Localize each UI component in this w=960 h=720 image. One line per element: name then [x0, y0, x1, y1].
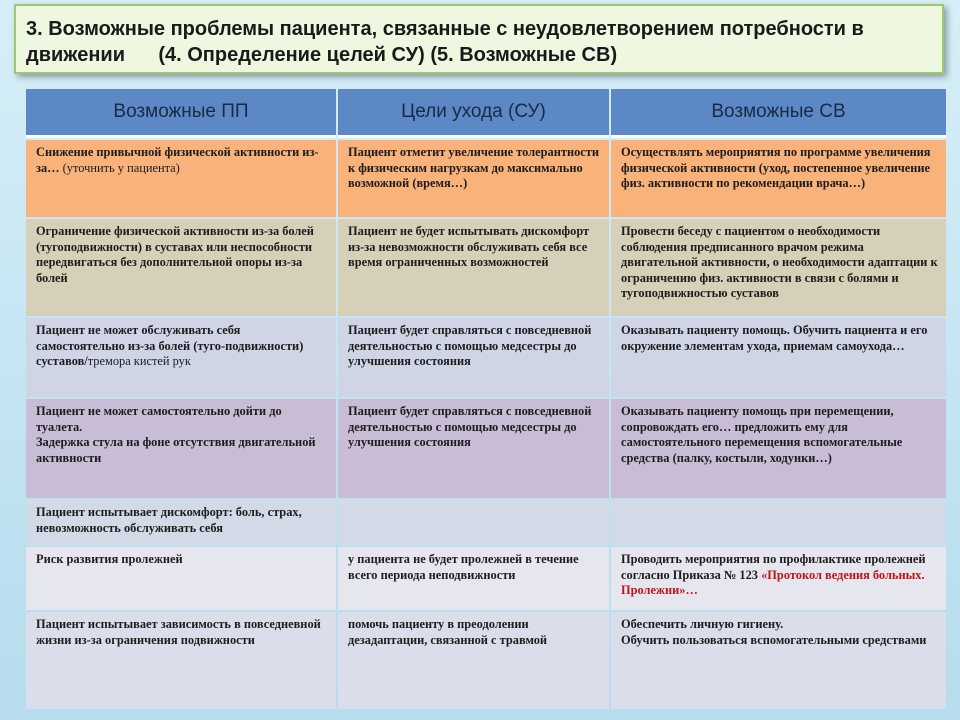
intervention-cell: Оказывать пациенту помощь при перемещении, сопровождать его… предложить ему для самостоятельного перемещения вспомогательные средства (палку, костыли, ходунки…) — [611, 399, 946, 498]
goal-cell: у пациента не будет пролежней в течение всего периода неподвижности — [338, 547, 609, 610]
intervention-text: Обеспечить личную гигиену. — [621, 617, 784, 631]
problem-cell: Ограничение физической активности из-за болей (тугоподвижности) в суставах или неспособности передвигаться без дополнительной опоры из-за болей — [26, 219, 336, 316]
intervention-cell: Провести беседу с пациентом о необходимости соблюдения предписанного врачом режима двигательной активности, о необходимости адаптации к ограничению физ. активности в связи с болями и тугоподвижностью суставов — [611, 219, 946, 316]
table-header-row — [26, 89, 946, 138]
table-row — [26, 318, 946, 397]
slide-title — [14, 4, 944, 74]
problem-note: (уточнить у пациента) — [59, 160, 180, 175]
problem-text: Снижение привычной физической активности из-за… — [36, 145, 319, 175]
table-row — [26, 547, 946, 610]
goal-cell — [338, 500, 609, 545]
intervention-cell — [611, 612, 946, 709]
goal-cell: Пациент не будет испытывать дискомфорт из-за невозможности обслуживать себя все время ограниченных возможностей — [338, 219, 609, 316]
intervention-cell — [611, 500, 946, 545]
table-row — [26, 140, 946, 217]
problem-text: Пациент не может обслуживать себя самостоятельно из-за болей (туго-подвижности) суставов/ — [36, 323, 304, 369]
problem-note: тремора кистей рук — [87, 354, 191, 369]
problem-cell: Риск развития пролежней — [26, 547, 336, 610]
problem-text-2: Задержка стула на фоне отсутствия двигательной активности — [36, 435, 316, 465]
table-row — [26, 399, 946, 498]
intervention-cell: Осуществлять мероприятия по программе увеличения физической активности (уход, постепенное увеличение физ. активности по рекомендации врача…) — [611, 140, 946, 217]
table-row — [26, 219, 946, 316]
table-row — [26, 500, 946, 545]
slide-title-line-2: движении (4. Определение целей СУ) (5. Возможные СВ) — [26, 44, 618, 66]
goal-cell: Пациент отметит увеличение толерантности к физическим нагрузкам до максимально возможной (время…) — [338, 140, 609, 217]
nursing-care-table — [24, 87, 948, 711]
header-possible-problems: Возможные ПП — [26, 89, 336, 138]
slide-title-line-1: 3. Возможные проблемы пациента, связанные с неудовлетворением потребности в — [26, 18, 864, 40]
goal-cell: Пациент будет справляться с повседневной деятельностью с помощью медсестры до улучшения состояния — [338, 318, 609, 397]
problem-cell — [26, 318, 336, 397]
goal-cell: Пациент будет справляться с повседневной деятельностью с помощью медсестры до улучшения состояния — [338, 399, 609, 498]
protocol-reference: «Протокол ведения больных. Пролежни»… — [621, 567, 925, 598]
goal-cell: помочь пациенту в преодолении дезадаптации, связанной с травмой — [338, 612, 609, 709]
problem-cell — [26, 399, 336, 498]
intervention-text: Проводить мероприятия по профилактике пролежней согласно Приказа № 123 — [621, 552, 926, 582]
intervention-cell: Оказывать пациенту помощь. Обучить пациента и его окружение элементам ухода, приемам самоухода… — [611, 318, 946, 397]
intervention-text-2: Обучить пользоваться вспомогательными средствами — [621, 632, 927, 647]
header-possible-interventions: Возможные СВ — [611, 89, 946, 138]
header-care-goals: Цели ухода (СУ) — [338, 89, 609, 138]
problem-cell: Пациент испытывает дискомфорт: боль, страх, невозможность обслуживать себя — [26, 500, 336, 545]
problem-text: Пациент не может самостоятельно дойти до туалета. — [36, 404, 282, 434]
intervention-cell — [611, 547, 946, 610]
problem-cell — [26, 140, 336, 217]
table-row — [26, 612, 946, 709]
problem-cell: Пациент испытывает зависимость в повседневной жизни из-за ограничения подвижности — [26, 612, 336, 709]
